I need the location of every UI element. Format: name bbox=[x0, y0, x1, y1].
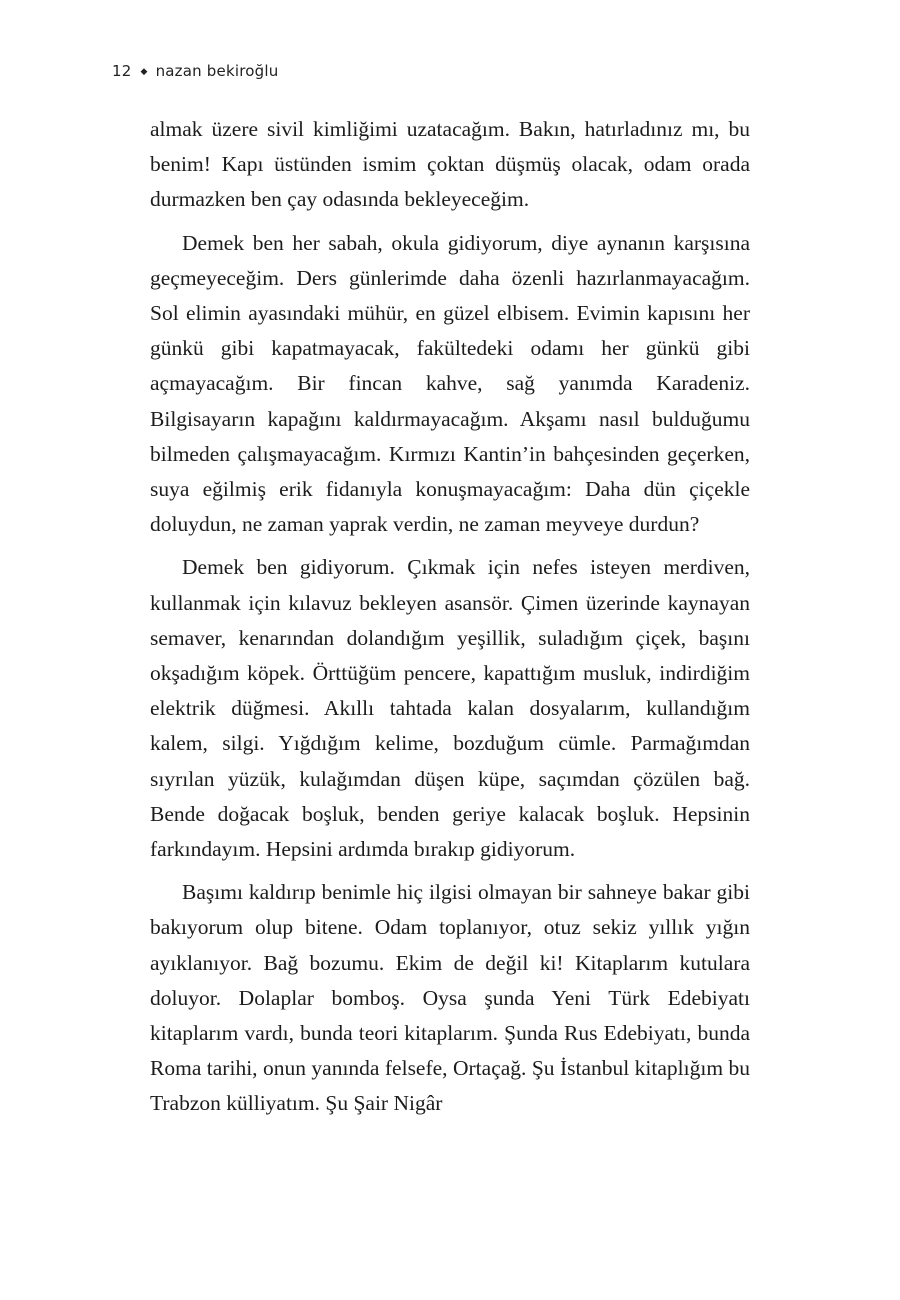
separator-diamond-icon: ◆ bbox=[140, 67, 148, 77]
paragraph-2: Demek ben her sabah, okula gidiyorum, diye aynanın karşısına geçmeyeceğim. Ders günlerimde daha özenli hazırlanmayacağım. Sol elimin ayasındaki mühür, en güzel elbisem. Evimin kapısını her günkü gibi kapatmayacak, fakültedeki odamı her günkü gibi açmayacağım. Bir fincan kahve, sağ yanımda Karadeniz. Bilgisayarın kapağını kaldırmayacağım. Akşamı nasıl bulduğumu bilmeden çalışmayacağım. Kırmızı Kantin’in bahçesinden geçerken, suya eğilmiş erik fidanıyla konuşmayacağım: Daha dün çiçekle doluydun, ne zaman yaprak verdin, ne zaman meyveye durdun? bbox=[150, 230, 750, 537]
body-text bbox=[150, 112, 750, 1122]
author-name: nazan bekiroğlu bbox=[155, 62, 279, 80]
paragraph-3: Demek ben gidiyorum. Çıkmak için nefes isteyen merdiven, kullanmak için kılavuz bekleyen asansör. Çimen üzerinde kaynayan semaver, kenarından dolandığım yeşillik, suladığım çiçek, başını okşadığım köpek. Örttüğüm pencere, kapattığım musluk, indirdiğim elektrik düğmesi. Akıllı tahtada kalan dosyalarım, kullandığım kalem, silgi. Yığdığım kelime, bozduğum cümle. Parmağımdan sıyrılan yüzük, kulağımdan düşen küpe, saçımdan çözülen bağ. Bende doğacak boşluk, benden geriye kalacak boşluk. Hepsinin farkındayım. Hepsini ardımda bırakıp gidiyorum. bbox=[150, 555, 750, 862]
paragraph-4: Başımı kaldırıp benimle hiç ilgisi olmayan bir sahneye bakar gibi bakıyorum olup bitene. Odam toplanıyor, otuz sekiz yıllık yığın ayıklanıyor. Bağ bozumu. Ekim de değil ki! Kitaplarım kutulara doluyor. Dolaplar bomboş. Oysa şunda Yeni Türk Edebiyatı kitaplarım vardı, bunda teori kitaplarım. Şunda Rus Edebiyatı, bunda Roma tarihi, onun yanında felsefe, Ortaçağ. Şu İstanbul kitaplığım bu Trabzon külliyatım. Şu Şair Nigâr bbox=[150, 880, 750, 1116]
running-header bbox=[112, 62, 278, 80]
page-number: 12 bbox=[112, 62, 132, 80]
paragraph-1: almak üzere sivil kimliğimi uzatacağım. Bakın, hatırladınız mı, bu benim! Kapı üstünden ismim çoktan düşmüş olacak, odam orada durmazken ben çay odasında bekleyeceğim. bbox=[150, 117, 750, 212]
